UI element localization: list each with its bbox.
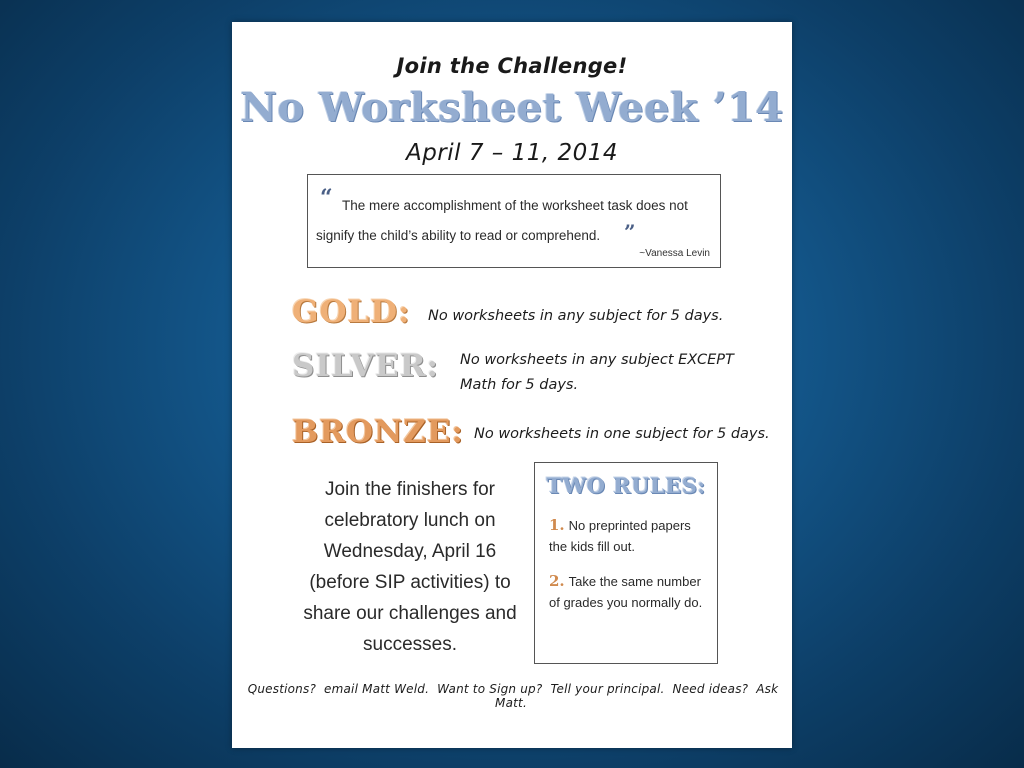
level-bronze-description: No worksheets in one subject for 5 days. xyxy=(474,426,770,442)
quote-box xyxy=(307,174,721,268)
level-bronze-name: BRONZE: xyxy=(292,414,465,450)
level-silver-name: SILVER: xyxy=(292,348,439,384)
quote-open-mark: “ xyxy=(320,185,333,211)
page-title: No Worksheet Week ’14 xyxy=(240,84,784,131)
poster-content xyxy=(232,22,792,748)
poster-page xyxy=(232,22,792,748)
poster-kicker: Join the Challenge! xyxy=(396,54,628,78)
rule-item xyxy=(549,571,707,613)
footer-ideas-label: Need ideas? xyxy=(672,682,749,696)
footer-ideas-answer: Ask Matt. xyxy=(495,682,779,710)
footer-questions-answer: email Matt Weld. xyxy=(324,682,430,696)
footer-signup-label: Want to Sign up? xyxy=(437,682,543,696)
rule-number: 1. xyxy=(549,516,565,534)
rule-text: No preprinted papers the kids fill out. xyxy=(549,518,691,554)
rule-text: Take the same number of grades you normally do. xyxy=(549,574,703,610)
rule-item xyxy=(549,515,707,557)
rules-title: TWO RULES: xyxy=(546,473,706,498)
footer-questions-label: Questions? xyxy=(247,682,317,696)
level-silver-description: No worksheets in any subject EXCEPT Math for 5 days. xyxy=(460,352,734,393)
level-gold-description: No worksheets in any subject for 5 days. xyxy=(428,308,724,324)
footer-signup-answer: Tell your principal. xyxy=(550,682,665,696)
quote-close-mark: ” xyxy=(624,220,636,244)
quote-text: The mere accomplishment of the worksheet task does not signify the child’s ability to read or comprehend. xyxy=(316,198,688,243)
poster-dates: April 7 – 11, 2014 xyxy=(405,140,619,166)
footer-line xyxy=(232,682,792,710)
level-gold-name: GOLD: xyxy=(292,294,411,330)
quote-attribution: ~Vanessa Levin xyxy=(639,248,710,259)
lunch-invitation: Join the finishers for celebratory lunch on Wednesday, April 16 (before SIP activities) to share our challenges and successes. xyxy=(303,479,517,655)
rule-number: 2. xyxy=(549,572,565,590)
rules-box xyxy=(534,462,718,664)
